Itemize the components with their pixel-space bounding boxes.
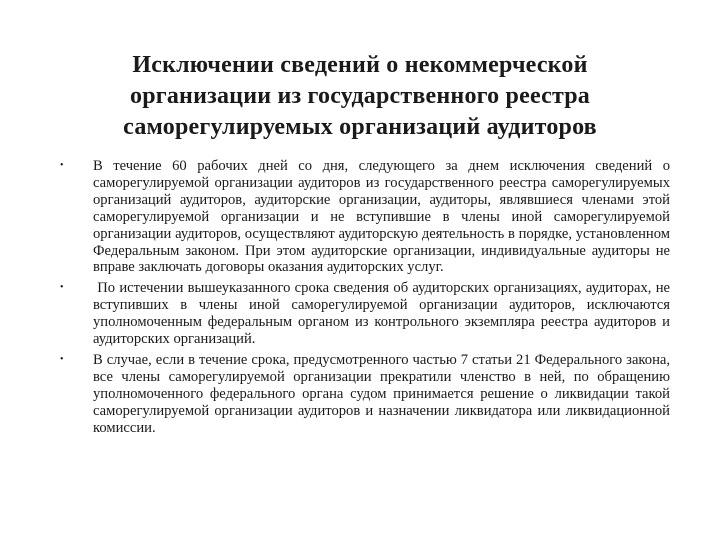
title-line-1: Исключении сведений о некоммерческой bbox=[132, 52, 588, 78]
slide-title bbox=[40, 50, 680, 143]
title-line-3: саморегулируемых организаций аудиторов bbox=[123, 114, 597, 140]
bullet-item-3 bbox=[60, 352, 670, 437]
title-line-2: организации из государственного реестра bbox=[130, 83, 590, 109]
bullet-text-2: По истечении вышеуказанного срока сведения об аудиторских организациях, аудиторах, не вступивших в члены иной саморегулируемой организации аудиторов, исключаются уполномоченным федеральным органом из контрольного экземпляра реестра аудиторов и аудиторских организаций. bbox=[93, 280, 674, 348]
bullet-text-1: В течение 60 рабочих дней со дня, следующего за днем исключения сведений о саморегулируемой организации аудиторов из государственного реестра саморегулируемых организаций аудиторов, аудиторские организации, аудиторы, являвшиеся членами этой саморегулируемой организации и не вступившие в члены иной саморегулируемой организации аудиторов, осуществляют аудиторскую деятельность в порядке, установленном Федеральным законом. При этом аудиторские организации, индивидуальные аудиторы не вправе заключать договоры оказания аудиторских услуг. bbox=[93, 158, 670, 276]
bullet-icon: • bbox=[60, 282, 64, 294]
bullet-icon: • bbox=[60, 353, 64, 365]
bullet-item-2 bbox=[60, 280, 674, 348]
bullet-icon: • bbox=[60, 160, 64, 171]
bullet-text-3: В случае, если в течение срока, предусмотренного частью 7 статьи 21 Федерального закона, все члены саморегулируемой организации прекратили членство в ней, по обращению уполномоченного федерального органа судом принимается решение о ликвидации такой саморегулируемой организации аудиторов и назначении ликвидатора или ликвидационной комиссии. bbox=[93, 351, 670, 436]
bullet-item-1 bbox=[60, 158, 670, 276]
bullet-list bbox=[60, 158, 674, 441]
